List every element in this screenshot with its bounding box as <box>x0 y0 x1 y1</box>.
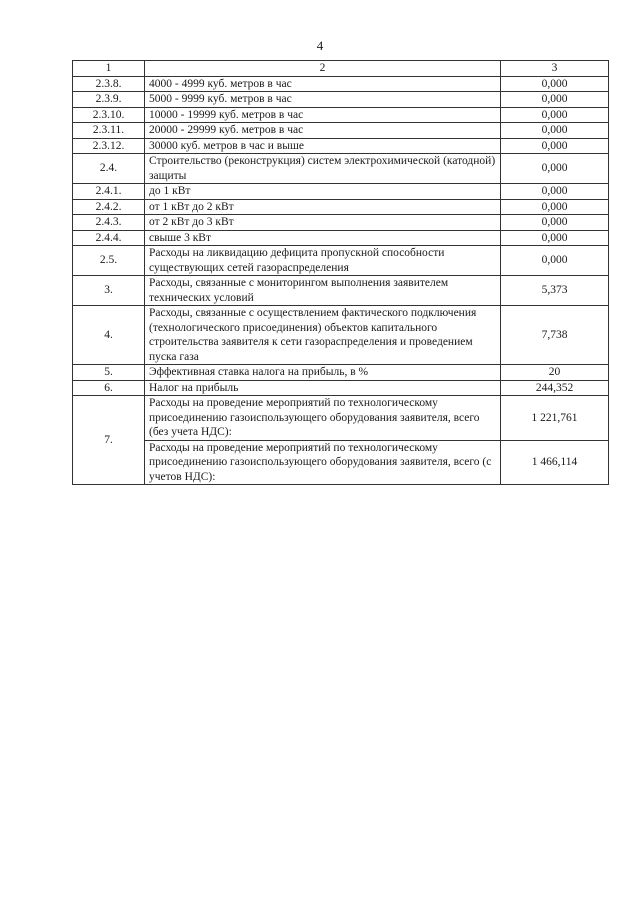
row-description: 5000 - 9999 куб. метров в час <box>145 92 501 108</box>
row-number: 2.4. <box>73 154 145 184</box>
row-description: Эффективная ставка налога на прибыль, в % <box>145 365 501 381</box>
table-row <box>73 306 609 365</box>
row-number: 6. <box>73 380 145 396</box>
row-description: 20000 - 29999 куб. метров в час <box>145 123 501 139</box>
row-value: 0,000 <box>501 230 609 246</box>
table-row <box>73 184 609 200</box>
row-description: Расходы на проведение мероприятий по технологическому присоединению газоиспользующего оборудования заявителя, всего (с учетов НДС): <box>145 440 501 485</box>
table-row <box>73 76 609 92</box>
row-number: 2.4.1. <box>73 184 145 200</box>
row-value: 20 <box>501 365 609 381</box>
row-number: 2.5. <box>73 246 145 276</box>
row-description: до 1 кВт <box>145 184 501 200</box>
row-number: 5. <box>73 365 145 381</box>
row-value: 0,000 <box>501 123 609 139</box>
table-row <box>73 138 609 154</box>
row-description: 10000 - 19999 куб. метров в час <box>145 107 501 123</box>
row-number: 2.3.10. <box>73 107 145 123</box>
row-description: от 1 кВт до 2 кВт <box>145 199 501 215</box>
row-number: 2.3.8. <box>73 76 145 92</box>
row-description: Расходы на проведение мероприятий по технологическому присоединению газоиспользующего оборудования заявителя, всего (без учета НДС): <box>145 396 501 441</box>
row-value: 1 221,761 <box>501 396 609 441</box>
row-number: 4. <box>73 306 145 365</box>
row-value: 0,000 <box>501 154 609 184</box>
row-value: 7,738 <box>501 306 609 365</box>
table-row <box>73 365 609 381</box>
cost-table <box>72 60 609 485</box>
row-number: 2.4.3. <box>73 215 145 231</box>
row-number: 2.4.2. <box>73 199 145 215</box>
page-number: 4 <box>316 38 324 53</box>
row-number: 2.3.12. <box>73 138 145 154</box>
table-row <box>73 230 609 246</box>
row-number: 2.4.4. <box>73 230 145 246</box>
row-value: 0,000 <box>501 246 609 276</box>
row-description: Расходы, связанные с мониторингом выполнения заявителем технических условий <box>145 276 501 306</box>
row-value: 1 466,114 <box>501 440 609 485</box>
table-row <box>73 396 609 441</box>
header-cell-1: 1 <box>73 61 145 77</box>
row-description: 4000 - 4999 куб. метров в час <box>145 76 501 92</box>
row-number: 7. <box>73 396 145 485</box>
row-value: 0,000 <box>501 92 609 108</box>
table-row <box>73 107 609 123</box>
row-value: 0,000 <box>501 184 609 200</box>
row-description: Расходы на ликвидацию дефицита пропускной способности существующих сетей газораспределения <box>145 246 501 276</box>
row-value: 5,373 <box>501 276 609 306</box>
row-value: 0,000 <box>501 138 609 154</box>
table-row <box>73 199 609 215</box>
header-row <box>73 61 609 77</box>
row-description: свыше 3 кВт <box>145 230 501 246</box>
row-value: 0,000 <box>501 199 609 215</box>
row-value: 0,000 <box>501 107 609 123</box>
header-cell-2: 2 <box>145 61 501 77</box>
table-row <box>73 380 609 396</box>
row-value: 0,000 <box>501 76 609 92</box>
table-row <box>73 440 609 485</box>
row-description: от 2 кВт до 3 кВт <box>145 215 501 231</box>
row-description: Налог на прибыль <box>145 380 501 396</box>
row-number: 3. <box>73 276 145 306</box>
row-description: 30000 куб. метров в час и выше <box>145 138 501 154</box>
row-value: 0,000 <box>501 215 609 231</box>
row-description: Расходы, связанные с осуществлением фактического подключения (технологического присоединения) объектов капитального строительства заявителя к сети газораспределения и проведением пуска газа <box>145 306 501 365</box>
row-value: 244,352 <box>501 380 609 396</box>
row-description: Строительство (реконструкция) систем электрохимической (катодной) защиты <box>145 154 501 184</box>
table-row <box>73 154 609 184</box>
header-cell-3: 3 <box>501 61 609 77</box>
row-number: 2.3.9. <box>73 92 145 108</box>
table-row <box>73 246 609 276</box>
table-row <box>73 92 609 108</box>
table-row <box>73 215 609 231</box>
table-row <box>73 123 609 139</box>
row-number: 2.3.11. <box>73 123 145 139</box>
table-row <box>73 276 609 306</box>
